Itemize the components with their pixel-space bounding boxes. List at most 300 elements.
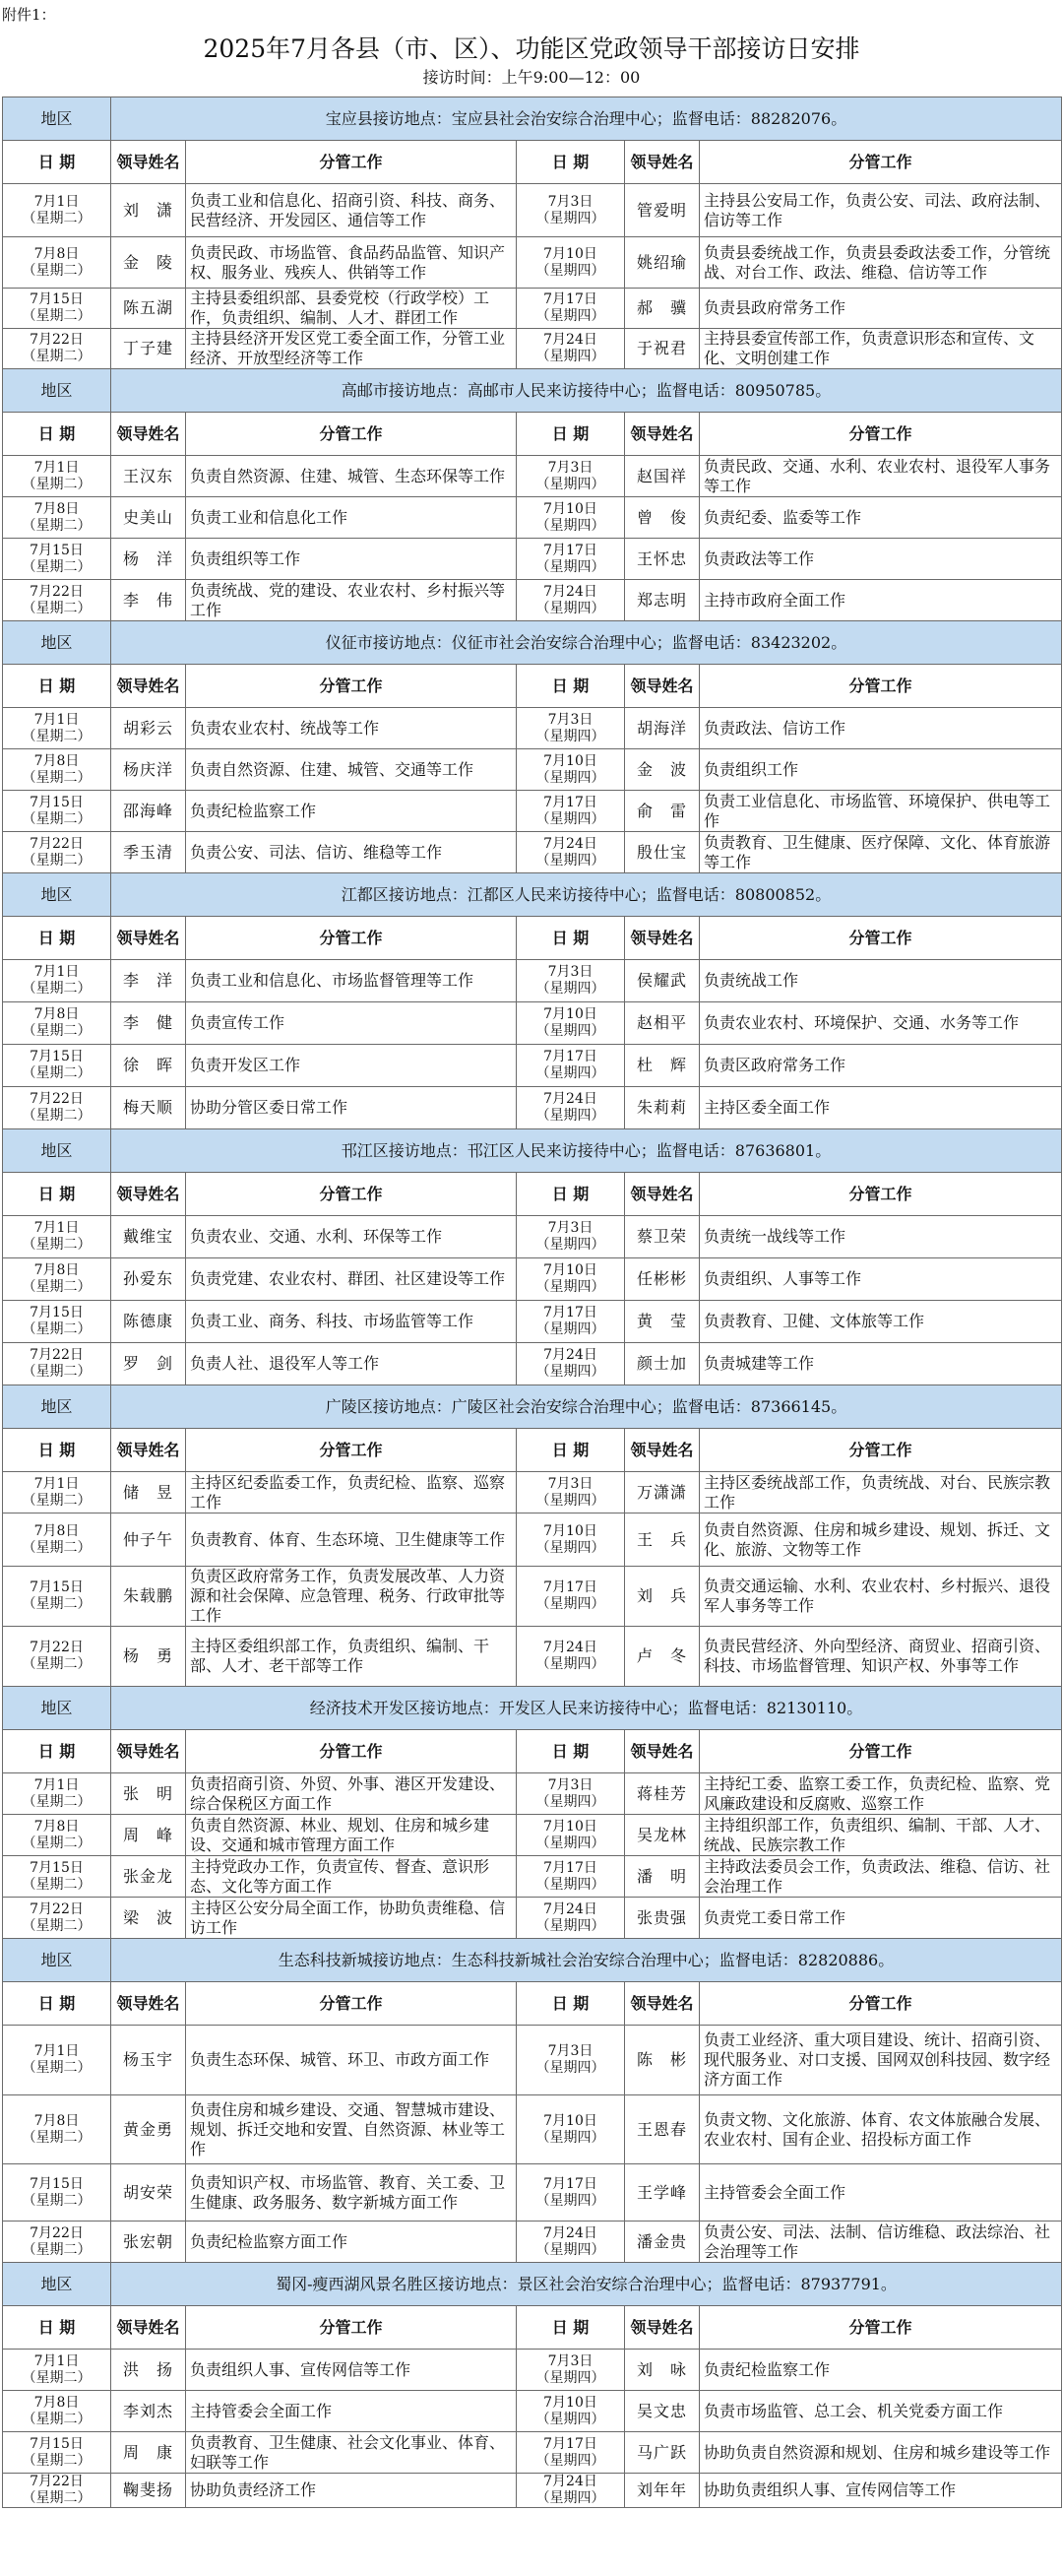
column-header-row [3, 413, 1062, 456]
column-header-work: 分管工作 [186, 917, 517, 960]
work-scope: 负责纪委、监委等工作 [700, 497, 1062, 539]
work-scope: 负责县政府常务工作 [700, 289, 1062, 329]
work-scope: 负责统战、党的建设、农业农村、乡村振兴等工作 [186, 580, 517, 621]
column-header-work: 分管工作 [186, 665, 517, 708]
date-cell [517, 289, 625, 329]
weekday-text: （星期二） [22, 1596, 92, 1612]
work-scope: 主持纪工委、监察工委工作，负责纪检、监察、党风廉政建设和反腐败、巡察工作 [700, 1773, 1062, 1815]
date-cell [3, 832, 111, 873]
date-text: 7月24日 [543, 1091, 597, 1107]
date-cell [3, 960, 111, 1002]
date-cell [3, 2164, 111, 2222]
date-cell [517, 329, 625, 369]
column-header-row [3, 1982, 1062, 2026]
schedule-row [3, 960, 1062, 1002]
date-cell [517, 1472, 625, 1513]
work-scope: 负责农业、交通、水利、环保等工作 [186, 1216, 517, 1258]
region-label: 地区 [3, 1687, 111, 1730]
date-text: 7月22日 [30, 1091, 84, 1107]
section-info: 蜀冈-瘦西湖风景名胜区接访地点：景区社会治安综合治理中心；监督电话：87937791。 [111, 2263, 1062, 2306]
date-cell [3, 1087, 111, 1129]
region-label: 地区 [3, 1385, 111, 1429]
weekday-text: （星期四） [535, 1656, 605, 1672]
weekday-text: （星期二） [22, 210, 92, 226]
leader-name: 胡海洋 [625, 708, 700, 749]
schedule-row [3, 1856, 1062, 1898]
work-scope: 负责纪检监察工作 [700, 2350, 1062, 2391]
section-info: 广陵区接访地点：广陵区社会治安综合治理中心；监督电话：87366145。 [111, 1385, 1062, 1429]
date-text: 7月15日 [30, 1049, 84, 1064]
leader-name: 孙爱东 [111, 1258, 186, 1301]
page-title: 2025年7月各县（市、区）、功能区党政领导干部接访日安排 [203, 34, 860, 63]
date-cell [3, 1898, 111, 1939]
section-header-row [3, 1687, 1062, 1730]
date-text: 7月24日 [543, 2224, 597, 2241]
weekday-text: （星期四） [535, 1108, 605, 1124]
leader-name: 黄金勇 [111, 2095, 186, 2164]
date-text: 7月22日 [30, 835, 84, 852]
date-text: 7月10日 [543, 2112, 597, 2129]
date-text: 7月3日 [547, 459, 594, 476]
column-header-date: 日 期 [517, 2306, 625, 2350]
leader-name: 刘 咏 [625, 2350, 700, 2391]
date-cell [517, 2095, 625, 2164]
date-text: 7月1日 [33, 2352, 80, 2369]
date-cell [517, 1815, 625, 1856]
column-header-row [3, 1429, 1062, 1472]
weekday-text: （星期二） [22, 349, 92, 364]
date-cell [517, 456, 625, 497]
weekday-text: （星期四） [535, 728, 605, 744]
weekday-text: （星期四） [535, 1279, 605, 1295]
date-cell [517, 1002, 625, 1045]
column-header-date: 日 期 [3, 665, 111, 708]
column-header-date: 日 期 [517, 1429, 625, 1472]
work-scope: 负责统战工作 [700, 960, 1062, 1002]
weekday-text: （星期四） [535, 600, 605, 616]
date-text: 7月15日 [30, 2435, 84, 2452]
weekday-text: （星期四） [535, 1917, 605, 1934]
leader-name: 胡安荣 [111, 2164, 186, 2222]
schedule-row [3, 2164, 1062, 2222]
weekday-text: （星期二） [22, 769, 92, 786]
work-scope: 负责城建等工作 [700, 1343, 1062, 1385]
column-header-work: 分管工作 [700, 665, 1062, 708]
work-scope: 负责政法等工作 [700, 539, 1062, 580]
date-text: 7月8日 [33, 1818, 80, 1835]
leader-name: 张宏朝 [111, 2222, 186, 2263]
column-header-name: 领导姓名 [111, 1173, 186, 1216]
work-scope: 负责政法、信访工作 [700, 708, 1062, 749]
leader-name: 吴文忠 [625, 2391, 700, 2432]
weekday-text: （星期四） [535, 2060, 605, 2076]
weekday-text: （星期四） [535, 2369, 605, 2386]
leader-name: 郑志明 [625, 580, 700, 621]
schedule-row [3, 2350, 1062, 2391]
leader-name: 殷仕宝 [625, 832, 700, 873]
weekday-text: （星期二） [22, 2129, 92, 2146]
column-header-date: 日 期 [517, 1982, 625, 2026]
work-scope: 主持区纪委监委工作，负责纪检、监察、巡察工作 [186, 1472, 517, 1513]
date-cell [517, 1301, 625, 1343]
leader-name: 卢 冬 [625, 1627, 700, 1687]
date-text: 7月15日 [30, 542, 84, 558]
schedule-row [3, 237, 1062, 289]
date-text: 7月8日 [33, 500, 80, 517]
date-cell [517, 1627, 625, 1687]
leader-name: 周 峰 [111, 1815, 186, 1856]
work-scope: 负责工业和信息化工作 [186, 497, 517, 539]
weekday-text: （星期二） [22, 1539, 92, 1556]
leader-name: 蒋桂芳 [625, 1773, 700, 1815]
leader-name: 陈 彬 [625, 2026, 700, 2095]
weekday-text: （星期二） [22, 517, 92, 534]
leader-name: 刘年年 [625, 2474, 700, 2508]
leader-name: 杜 辉 [625, 1045, 700, 1087]
work-scope: 负责组织人事、宣传网信等工作 [186, 2350, 517, 2391]
weekday-text: （星期四） [535, 1539, 605, 1556]
weekday-text: （星期二） [22, 1364, 92, 1380]
date-text: 7月17日 [543, 2175, 597, 2192]
leader-name: 杨 洋 [111, 539, 186, 580]
date-cell [3, 1856, 111, 1898]
work-scope: 负责组织工作 [700, 749, 1062, 791]
date-text: 7月3日 [547, 711, 594, 728]
work-scope: 负责纪检监察方面工作 [186, 2222, 517, 2263]
work-scope: 负责自然资源、林业、规划、住房和城乡建设、交通和城市管理方面工作 [186, 1815, 517, 1856]
weekday-text: （星期二） [22, 308, 92, 324]
column-header-date: 日 期 [517, 1173, 625, 1216]
date-text: 7月17日 [543, 1859, 597, 1876]
date-cell [517, 184, 625, 237]
date-text: 7月24日 [543, 835, 597, 852]
date-cell [3, 1513, 111, 1567]
leader-name: 朱莉莉 [625, 1087, 700, 1129]
date-cell [517, 1567, 625, 1627]
date-cell [3, 1258, 111, 1301]
leader-name: 徐 晖 [111, 1045, 186, 1087]
date-cell [3, 1045, 111, 1087]
date-cell [3, 2350, 111, 2391]
leader-name: 邵海峰 [111, 791, 186, 832]
date-text: 7月3日 [547, 964, 594, 980]
region-label: 地区 [3, 369, 111, 413]
region-label: 地区 [3, 1939, 111, 1982]
date-text: 7月3日 [547, 2352, 594, 2369]
work-scope: 负责民政、交通、水利、农业农村、退役军人事务等工作 [700, 456, 1062, 497]
date-text: 7月22日 [30, 2474, 84, 2489]
leader-name: 周 康 [111, 2432, 186, 2474]
column-header-date: 日 期 [517, 917, 625, 960]
weekday-text: （星期四） [535, 517, 605, 534]
column-header-name: 领导姓名 [625, 917, 700, 960]
leader-name: 蔡卫荣 [625, 1216, 700, 1258]
weekday-text: （星期四） [535, 210, 605, 226]
date-text: 7月3日 [547, 193, 594, 210]
column-header-row [3, 2306, 1062, 2350]
column-header-work: 分管工作 [700, 413, 1062, 456]
weekday-text: （星期二） [22, 1108, 92, 1124]
region-label: 地区 [3, 873, 111, 917]
date-cell [517, 1216, 625, 1258]
date-cell [3, 1002, 111, 1045]
column-header-name: 领导姓名 [111, 1982, 186, 2026]
weekday-text: （星期四） [535, 2490, 605, 2506]
column-header-name: 领导姓名 [111, 665, 186, 708]
work-scope: 负责教育、体育、生态环境、卫生健康等工作 [186, 1513, 517, 1567]
date-cell [517, 2432, 625, 2474]
date-text: 7月17日 [543, 794, 597, 810]
work-scope: 协助负责组织人事、宣传网信等工作 [700, 2474, 1062, 2508]
date-cell [3, 749, 111, 791]
date-cell [3, 184, 111, 237]
work-scope: 负责农业农村、统战等工作 [186, 708, 517, 749]
schedule-row [3, 1567, 1062, 1627]
work-scope: 负责教育、卫健、文体旅等工作 [700, 1301, 1062, 1343]
date-text: 7月3日 [547, 1475, 594, 1492]
column-header-date: 日 期 [3, 1730, 111, 1773]
schedule-row [3, 791, 1062, 832]
weekday-text: （星期四） [535, 558, 605, 575]
date-cell [3, 289, 111, 329]
column-header-work: 分管工作 [186, 1730, 517, 1773]
leader-name: 侯耀武 [625, 960, 700, 1002]
weekday-text: （星期二） [22, 1876, 92, 1893]
date-text: 7月3日 [547, 1776, 594, 1793]
work-scope: 主持政法委员会工作，负责政法、维稳、信访、社会治理工作 [700, 1856, 1062, 1898]
weekday-text: （星期二） [22, 1065, 92, 1081]
column-header-date: 日 期 [3, 1173, 111, 1216]
schedule-row [3, 1216, 1062, 1258]
leader-name: 赵国祥 [625, 456, 700, 497]
leader-name: 戴维宝 [111, 1216, 186, 1258]
leader-name: 陈五湖 [111, 289, 186, 329]
work-scope: 负责招商引资、外贸、外事、港区开发建设、综合保税区方面工作 [186, 1773, 517, 1815]
work-scope: 主持县公安局工作，负责公安、司法、政府法制、信访等工作 [700, 184, 1062, 237]
work-scope: 负责纪检监察工作 [186, 791, 517, 832]
weekday-text: （星期四） [535, 2241, 605, 2258]
schedule-row [3, 497, 1062, 539]
schedule-row [3, 1773, 1062, 1815]
section-header-row [3, 621, 1062, 665]
column-header-row [3, 665, 1062, 708]
section-info: 生态科技新城接访地点：生态科技新城社会治安综合治理中心；监督电话：82820886。 [111, 1939, 1062, 1982]
date-cell [517, 708, 625, 749]
date-cell [3, 2026, 111, 2095]
weekday-text: （星期四） [535, 2129, 605, 2146]
section-header-row [3, 1939, 1062, 1982]
work-scope: 协助分管区委日常工作 [186, 1087, 517, 1129]
column-header-work: 分管工作 [700, 141, 1062, 184]
leader-name: 于祝君 [625, 329, 700, 369]
schedule-row [3, 329, 1062, 369]
weekday-text: （星期二） [22, 1492, 92, 1509]
schedule-row [3, 708, 1062, 749]
section-info: 仪征市接访地点：仪征市社会治安综合治理中心；监督电话：83423202。 [111, 621, 1062, 665]
leader-name: 陈德康 [111, 1301, 186, 1343]
leader-name: 金 陵 [111, 237, 186, 289]
leader-name: 李刘杰 [111, 2391, 186, 2432]
work-scope: 主持县委组织部、县委党校（行政学校）工作，负责组织、编制、人才、群团工作 [186, 289, 517, 329]
column-header-row [3, 917, 1062, 960]
column-header-date: 日 期 [517, 665, 625, 708]
work-scope: 负责区政府常务工作，负责发展改革、人力资源和社会保障、应急管理、税务、行政审批等工作 [186, 1567, 517, 1627]
date-text: 7月1日 [33, 964, 80, 980]
date-cell [3, 329, 111, 369]
work-scope: 主持管委会全面工作 [186, 2391, 517, 2432]
region-label: 地区 [3, 97, 111, 141]
weekday-text: （星期四） [535, 769, 605, 786]
work-scope: 负责组织、人事等工作 [700, 1258, 1062, 1301]
work-scope: 协助负责自然资源和规划、住房和城乡建设等工作 [700, 2432, 1062, 2474]
schedule-row [3, 2222, 1062, 2263]
section-header-row [3, 2263, 1062, 2306]
column-header-name: 领导姓名 [625, 665, 700, 708]
weekday-text: （星期四） [535, 308, 605, 324]
leader-name: 张 明 [111, 1773, 186, 1815]
schedule-row [3, 1343, 1062, 1385]
leader-name: 曾 俊 [625, 497, 700, 539]
leader-name: 刘 潇 [111, 184, 186, 237]
work-scope: 负责生态环保、城管、环卫、市政方面工作 [186, 2026, 517, 2095]
column-header-name: 领导姓名 [625, 2306, 700, 2350]
leader-name: 张金龙 [111, 1856, 186, 1898]
column-header-row [3, 1730, 1062, 1773]
date-cell [517, 2391, 625, 2432]
date-text: 7月17日 [543, 2435, 597, 2452]
date-cell [3, 1567, 111, 1627]
section-info: 邗江区接访地点：邗江区人民来访接待中心；监督电话：87636801。 [111, 1129, 1062, 1173]
work-scope: 负责县委统战工作，负责县委政法委工作，分管统战、对台工作、政法、维稳、信访等工作 [700, 237, 1062, 289]
date-cell [517, 1087, 625, 1129]
schedule-row [3, 832, 1062, 873]
work-scope: 负责统一战线等工作 [700, 1216, 1062, 1258]
weekday-text: （星期二） [22, 1023, 92, 1039]
leader-name: 潘金贵 [625, 2222, 700, 2263]
work-scope: 主持县经济开发区党工委全面工作，分管工业经济、开放型经济等工作 [186, 329, 517, 369]
weekday-text: （星期四） [535, 1237, 605, 1253]
weekday-text: （星期二） [22, 558, 92, 575]
work-scope: 负责开发区工作 [186, 1045, 517, 1087]
weekday-text: （星期二） [22, 2411, 92, 2427]
date-cell [3, 2095, 111, 2164]
section-info: 经济技术开发区接访地点：开发区人民来访接待中心；监督电话：82130110。 [111, 1687, 1062, 1730]
date-cell [3, 1343, 111, 1385]
date-text: 7月22日 [30, 2224, 84, 2241]
date-text: 7月24日 [543, 332, 597, 348]
column-header-work: 分管工作 [700, 1429, 1062, 1472]
weekday-text: （星期二） [22, 2452, 92, 2469]
schedule-row [3, 1513, 1062, 1567]
leader-name: 李 伟 [111, 580, 186, 621]
weekday-text: （星期二） [22, 728, 92, 744]
date-text: 7月24日 [543, 1347, 597, 1363]
date-cell [3, 539, 111, 580]
leader-name: 史美山 [111, 497, 186, 539]
date-text: 7月24日 [543, 1640, 597, 1655]
weekday-text: （星期二） [22, 852, 92, 869]
leader-name: 李 洋 [111, 960, 186, 1002]
work-scope: 负责住房和城乡建设、交通、智慧城市建设、规划、拆迁交地和安置、自然资源、林业等工作 [186, 2095, 517, 2164]
leader-name: 王 兵 [625, 1513, 700, 1567]
date-cell [3, 1815, 111, 1856]
date-text: 7月10日 [543, 752, 597, 769]
date-cell [3, 1472, 111, 1513]
column-header-work: 分管工作 [700, 1730, 1062, 1773]
column-header-work: 分管工作 [700, 917, 1062, 960]
schedule-row [3, 2095, 1062, 2164]
date-text: 7月10日 [543, 2394, 597, 2411]
date-cell [517, 1513, 625, 1567]
work-scope: 负责自然资源、住建、城管、生态环保等工作 [186, 456, 517, 497]
leader-name: 丁子建 [111, 329, 186, 369]
leader-name: 杨 勇 [111, 1627, 186, 1687]
leader-name: 洪 扬 [111, 2350, 186, 2391]
column-header-name: 领导姓名 [625, 1173, 700, 1216]
date-text: 7月17日 [543, 1579, 597, 1595]
work-scope: 主持组织部工作，负责组织、编制、干部、人才、统战、民族宗教工作 [700, 1815, 1062, 1856]
leader-name: 胡彩云 [111, 708, 186, 749]
weekday-text: （星期四） [535, 852, 605, 869]
date-text: 7月10日 [543, 500, 597, 517]
weekday-text: （星期四） [535, 2452, 605, 2469]
schedule-row [3, 184, 1062, 237]
weekday-text: （星期二） [22, 600, 92, 616]
date-cell [3, 708, 111, 749]
column-header-work: 分管工作 [186, 413, 517, 456]
work-scope: 主持党政办工作，负责宣传、督查、意识形态、文化等方面工作 [186, 1856, 517, 1898]
column-header-name: 领导姓名 [625, 1982, 700, 2026]
column-header-name: 领导姓名 [625, 141, 700, 184]
weekday-text: （星期四） [535, 810, 605, 827]
column-header-row [3, 1173, 1062, 1216]
date-text: 7月10日 [543, 1818, 597, 1835]
leader-name: 王汉东 [111, 456, 186, 497]
date-text: 7月24日 [543, 1900, 597, 1917]
date-text: 7月10日 [543, 1262, 597, 1278]
schedule-row [3, 1815, 1062, 1856]
date-text: 7月22日 [30, 1640, 84, 1655]
date-cell [3, 580, 111, 621]
date-cell [517, 832, 625, 873]
date-text: 7月17日 [543, 291, 597, 307]
date-text: 7月15日 [30, 1579, 84, 1595]
date-text: 7月24日 [543, 2474, 597, 2489]
schedule-row [3, 2474, 1062, 2508]
leader-name: 潘 明 [625, 1856, 700, 1898]
work-scope: 负责工业经济、重大项目建设、统计、招商引资、现代服务业、对口支援、国网双创科技园、数字经济方面工作 [700, 2026, 1062, 2095]
work-scope: 负责宣传工作 [186, 1002, 517, 1045]
weekday-text: （星期二） [22, 2241, 92, 2258]
weekday-text: （星期二） [22, 1279, 92, 1295]
date-text: 7月8日 [33, 752, 80, 769]
work-scope: 协助负责经济工作 [186, 2474, 517, 2508]
date-text: 7月22日 [30, 1900, 84, 1917]
date-text: 7月8日 [33, 1522, 80, 1539]
weekday-text: （星期二） [22, 1237, 92, 1253]
weekday-text: （星期二） [22, 262, 92, 279]
column-header-work: 分管工作 [700, 2306, 1062, 2350]
weekday-text: （星期四） [535, 262, 605, 279]
date-cell [517, 791, 625, 832]
date-text: 7月1日 [33, 459, 80, 476]
section-info: 高邮市接访地点：高邮市人民来访接待中心；监督电话：80950785。 [111, 369, 1062, 413]
date-text: 7月15日 [30, 1305, 84, 1320]
schedule-row [3, 1301, 1062, 1343]
schedule-row [3, 2391, 1062, 2432]
work-scope: 负责公安、司法、信访、维稳等工作 [186, 832, 517, 873]
date-cell [517, 960, 625, 1002]
